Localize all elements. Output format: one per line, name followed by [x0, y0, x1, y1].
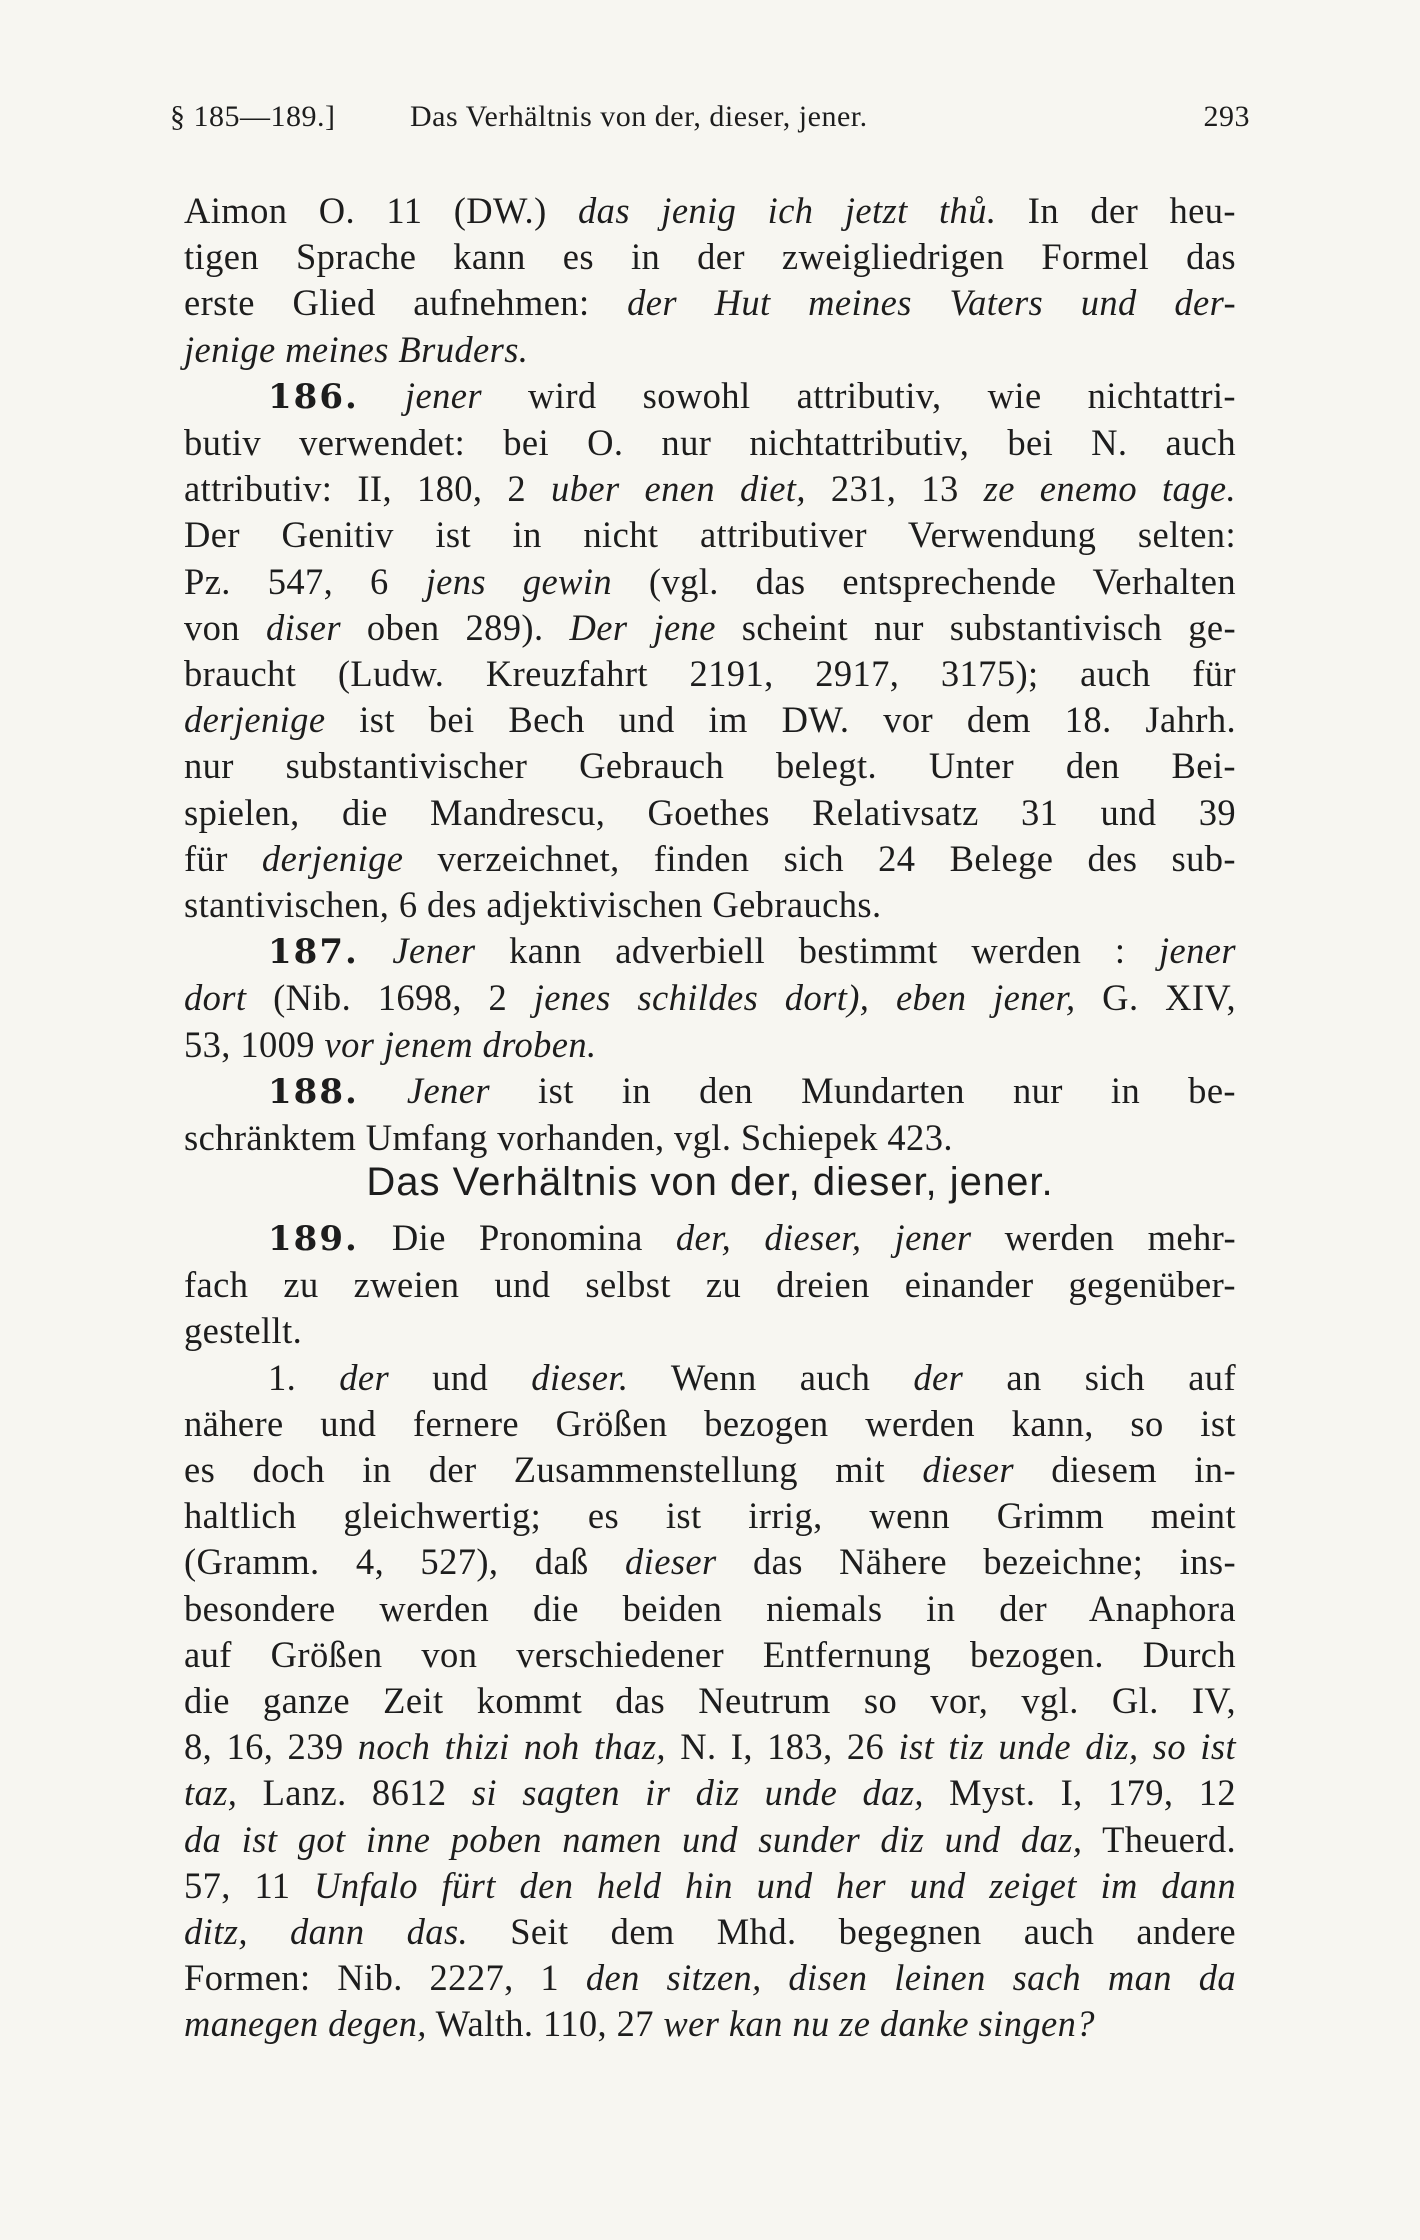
text-block-1: [184, 188, 1236, 1161]
text-line: fach zu zweien und selbst zu dreien einander gegenüber-: [184, 1264, 1236, 1306]
text-line: taz, Lanz. 8612 si sagten ir diz unde daz, Myst. I, 179, 12: [184, 1772, 1236, 1814]
text-line: nähere und fernere Größen bezogen werden kann, so ist: [184, 1402, 1236, 1444]
text-line: jenige meines Bruders.: [184, 328, 529, 370]
text-line: braucht (Ludw. Kreuzfahrt 2191, 2917, 3175); auch für: [184, 653, 1236, 695]
text-line: haltlich gleichwertig; es ist irrig, wenn Grimm meint: [184, 1495, 1236, 1537]
text-line: 188. Jener ist in den Mundarten nur in be-: [268, 1069, 1236, 1112]
text-line: gestellt.: [184, 1310, 303, 1352]
text-line: 187. Jener kann adverbiell bestimmt werden : jener: [268, 930, 1236, 973]
text-line: 53, 1009 vor jenem droben.: [184, 1023, 597, 1065]
running-head-section: § 185—189.]: [170, 100, 336, 133]
text-line: 186. jener wird sowohl attributiv, wie nichtattri-: [268, 374, 1236, 417]
text-line: für derjenige verzeichnet, finden sich 24 Belege des sub-: [184, 837, 1236, 879]
running-head-title: Das Verhältnis von der, dieser, jener.: [410, 100, 868, 133]
text-line: Formen: Nib. 2227, 1 den sitzen, disen leinen sach man da: [184, 1957, 1236, 1999]
text-line: 189. Die Pronomina der, dieser, jener werden mehr-: [268, 1217, 1236, 1259]
text-line: derjenige ist bei Bech und im DW. vor dem 18. Jahrh.: [184, 699, 1236, 741]
text-line: die ganze Zeit kommt das Neutrum so vor, vgl. Gl. IV,: [184, 1680, 1236, 1722]
text-line: 8, 16, 239 noch thizi noh thaz, N. I, 183, 26 ist tiz unde diz, so ist: [184, 1726, 1236, 1768]
text-line: Der Genitiv ist in nicht attributiver Verwendung selten:: [184, 514, 1236, 556]
text-line: nur substantivischer Gebrauch belegt. Unter den Bei-: [184, 745, 1236, 787]
text-line: schränktem Umfang vorhanden, vgl. Schiepek 423.: [184, 1117, 953, 1159]
text-line: dort (Nib. 1698, 2 jenes schildes dort), eben jener, G. XIV,: [184, 977, 1236, 1019]
text-line: (Gramm. 4, 527), daß dieser das Nähere bezeichne; ins-: [184, 1541, 1236, 1583]
section-heading: Das Verhältnis von der, dieser, jener.: [366, 1160, 1054, 1204]
text-line: 1. der und dieser. Wenn auch der an sich auf: [268, 1356, 1236, 1398]
text-line: ditz, dann das. Seit dem Mhd. begegnen auch andere: [184, 1911, 1236, 1953]
text-line: auf Größen von verschiedener Entfernung bezogen. Durch: [184, 1633, 1236, 1675]
text-line: manegen degen, Walth. 110, 27 wer kan nu ze danke singen?: [184, 2003, 1095, 2045]
text-line: von diser oben 289). Der jene scheint nur substantivisch ge-: [184, 606, 1237, 648]
text-line: stantivischen, 6 des adjektivischen Gebrauchs.: [184, 884, 882, 926]
text-line: erste Glied aufnehmen: der Hut meines Vaters und der-: [184, 282, 1236, 324]
running-head: [170, 100, 1250, 146]
text-block-2: [184, 1215, 1236, 2048]
text-line: besondere werden die beiden niemals in der Anaphora: [184, 1587, 1236, 1629]
text-line: Aimon O. 11 (DW.) das jenig ich jetzt thů. In der heu-: [184, 190, 1236, 231]
text-line: da ist got inne poben namen und sunder diz und daz, Theuerd.: [184, 1818, 1236, 1860]
page-number: 293: [1203, 100, 1250, 133]
text-line: es doch in der Zusammenstellung mit dieser diesem in-: [184, 1449, 1237, 1491]
text-line: butiv verwendet: bei O. nur nichtattributiv, bei N. auch: [184, 422, 1236, 464]
text-line: tigen Sprache kann es in der zweigliedrigen Formel das: [184, 236, 1236, 278]
text-line: attributiv: II, 180, 2 uber enen diet, 231, 13 ze enemo tage.: [184, 468, 1236, 510]
text-line: spielen, die Mandrescu, Goethes Relativsatz 31 und 39: [184, 791, 1236, 833]
text-line: Pz. 547, 6 jens gewin (vgl. das entsprechende Verhalten: [184, 560, 1237, 602]
text-line: 57, 11 Unfalo fürt den held hin und her und zeiget im dann: [184, 1864, 1236, 1906]
